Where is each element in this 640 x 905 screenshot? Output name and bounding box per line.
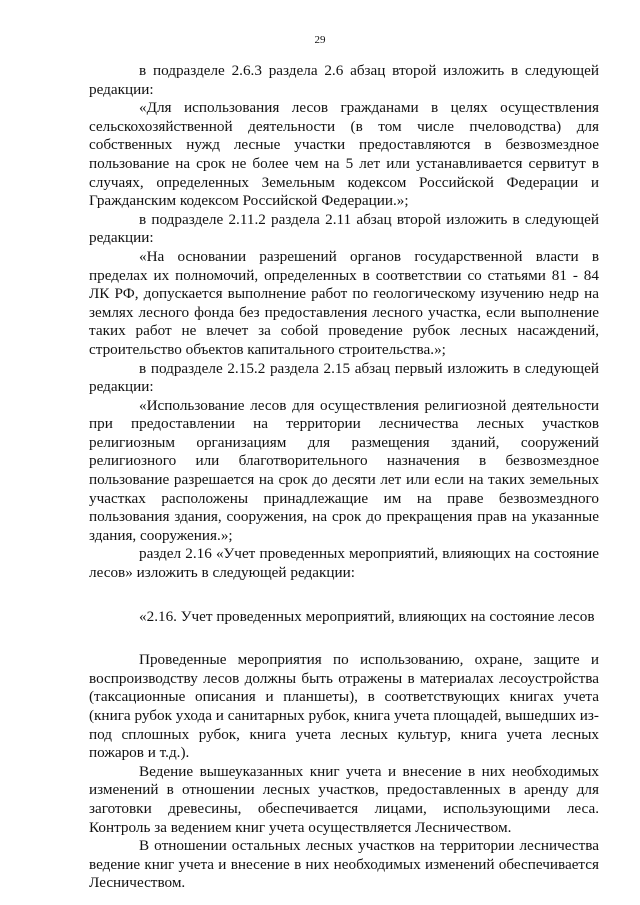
page-number: 29 (314, 34, 326, 46)
paragraph: в подразделе 2.6.3 раздела 2.6 абзац второй изложить в следующей редакции: (89, 62, 599, 98)
section-paragraph: Ведение вышеуказанных книг учета и внесение в них необходимых изменений в отношении лесных участков, предоставленных в аренду для заготовки древесины, обеспечивается лицами, использующими леса. Контроль за ведением книг учета осуществляется Лесничеством. (89, 762, 599, 836)
section-paragraph: Проведенные мероприятия по использованию, охране, защите и воспроизводству лесов должны быть отражены в материалах лесоустройства (таксационные описания и планшеты), в соответствующих книгах учета (книга рубок ухода и санитарных рубок, книга учета площадей, вышедших из-под сплошных рубок, книга учета лесных культур, книга учета лесных пожаров и т.д.). (89, 651, 599, 762)
paragraph: «Использование лесов для осуществления религиозной деятельности при предоставлении на территории лесничества лесных участков религиозным организациям для размещения зданий, сооружений религиозного или благотворительного назначения в безвозмездное пользование разрешается на срок до десяти лет или если на таких земельных участках расположены принадлежащие им на праве безвозмездного пользования здания, сооружения, на срок до прекращения прав на указанные здания, сооружения.»; (89, 396, 599, 544)
paragraph: раздел 2.16 «Учет проведенных мероприятий, влияющих на состояние лесов» изложить в следующей редакции: (89, 545, 599, 582)
section-heading: «2.16. Учет проведенных мероприятий, влияющих на состояние лесов (139, 607, 595, 625)
paragraph: в подразделе 2.11.2 раздела 2.11 абзац второй изложить в следующей редакции: (89, 210, 599, 247)
section-paragraph: В отношении остальных лесных участков на территории лесничества ведение книг учета и внесение в них необходимых изменений обеспечивается Лесничеством. (89, 837, 599, 892)
paragraph: в подразделе 2.15.2 раздела 2.15 абзац первый изложить в следующей редакции: (89, 359, 599, 396)
paragraph: «На основании разрешений органов государственной власти в пределах их полномочий, определенных в соответствии со статьями 81 - 84 ЛК РФ, допускается выполнение работ по геологическому изучению недр на землях лесного фонда без предоставления лесного участка, если выполнение таких работ не влечет за собой проведение рубок лесных насаждений, строительство объектов капитального строительства.»; (89, 247, 599, 358)
document-body (89, 62, 599, 893)
paragraph: «Для использования лесов гражданами в целях осуществления сельскохозяйственной деятельности (в том числе пчеловодства) для собственных нужд лесные участки предоставляются в безвозмездное пользование на срок не более чем на 5 лет или устанавливается сервитут в случаях, определенных Земельным кодексом Российской Федерации и Гражданским кодексом Российской Федерации.»; (89, 99, 599, 210)
